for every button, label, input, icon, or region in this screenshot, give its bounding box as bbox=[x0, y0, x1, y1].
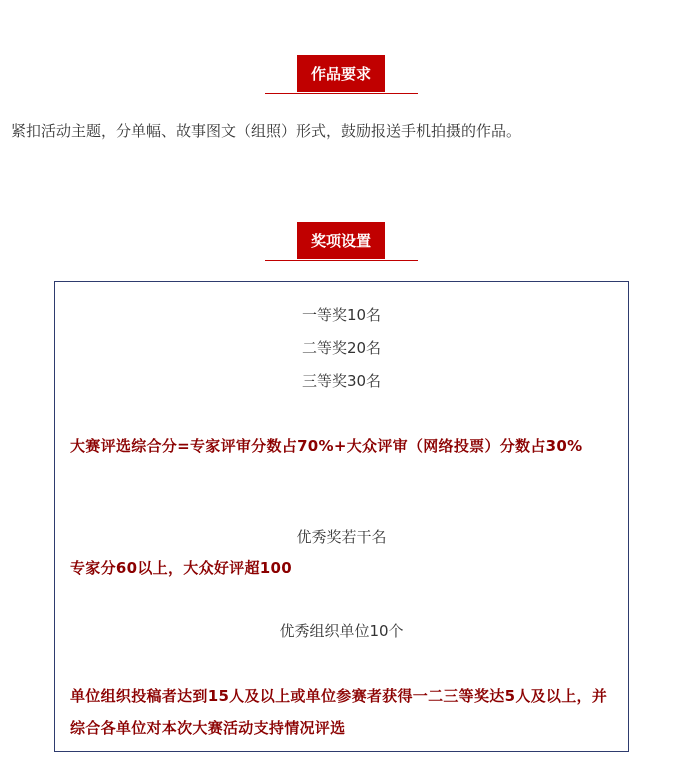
excellence-award: 优秀奖若干名 bbox=[296, 528, 387, 546]
organization-rule: 单位组织投稿者达到15人及以上或单位参赛者获得一二三等奖达5人及以上，并综合各单位对本次大赛活动支持情况评选 bbox=[70, 687, 608, 737]
section-header-awards bbox=[0, 222, 684, 262]
section-title-awards: 奖项设置 bbox=[297, 222, 385, 259]
awards-box bbox=[54, 281, 629, 752]
header-underline bbox=[265, 260, 418, 261]
second-prize: 二等奖20名 bbox=[301, 339, 382, 357]
section-header-requirements bbox=[0, 55, 684, 95]
third-prize: 三等奖30名 bbox=[301, 372, 382, 390]
excellence-rule: 专家分60以上，大众好评超100 bbox=[70, 559, 292, 577]
first-prize: 一等奖10名 bbox=[301, 306, 382, 324]
requirements-text: 紧扣活动主题，分单幅、故事图文（组照）形式，鼓励报送手机拍摄的作品。 bbox=[11, 122, 522, 140]
organization-award: 优秀组织单位10个 bbox=[279, 622, 404, 640]
section-title-requirements: 作品要求 bbox=[297, 55, 385, 92]
scoring-rule: 大赛评选综合分=专家评审分数占70%+大众评审（网络投票）分数占30% bbox=[70, 437, 583, 455]
header-underline bbox=[265, 93, 418, 94]
